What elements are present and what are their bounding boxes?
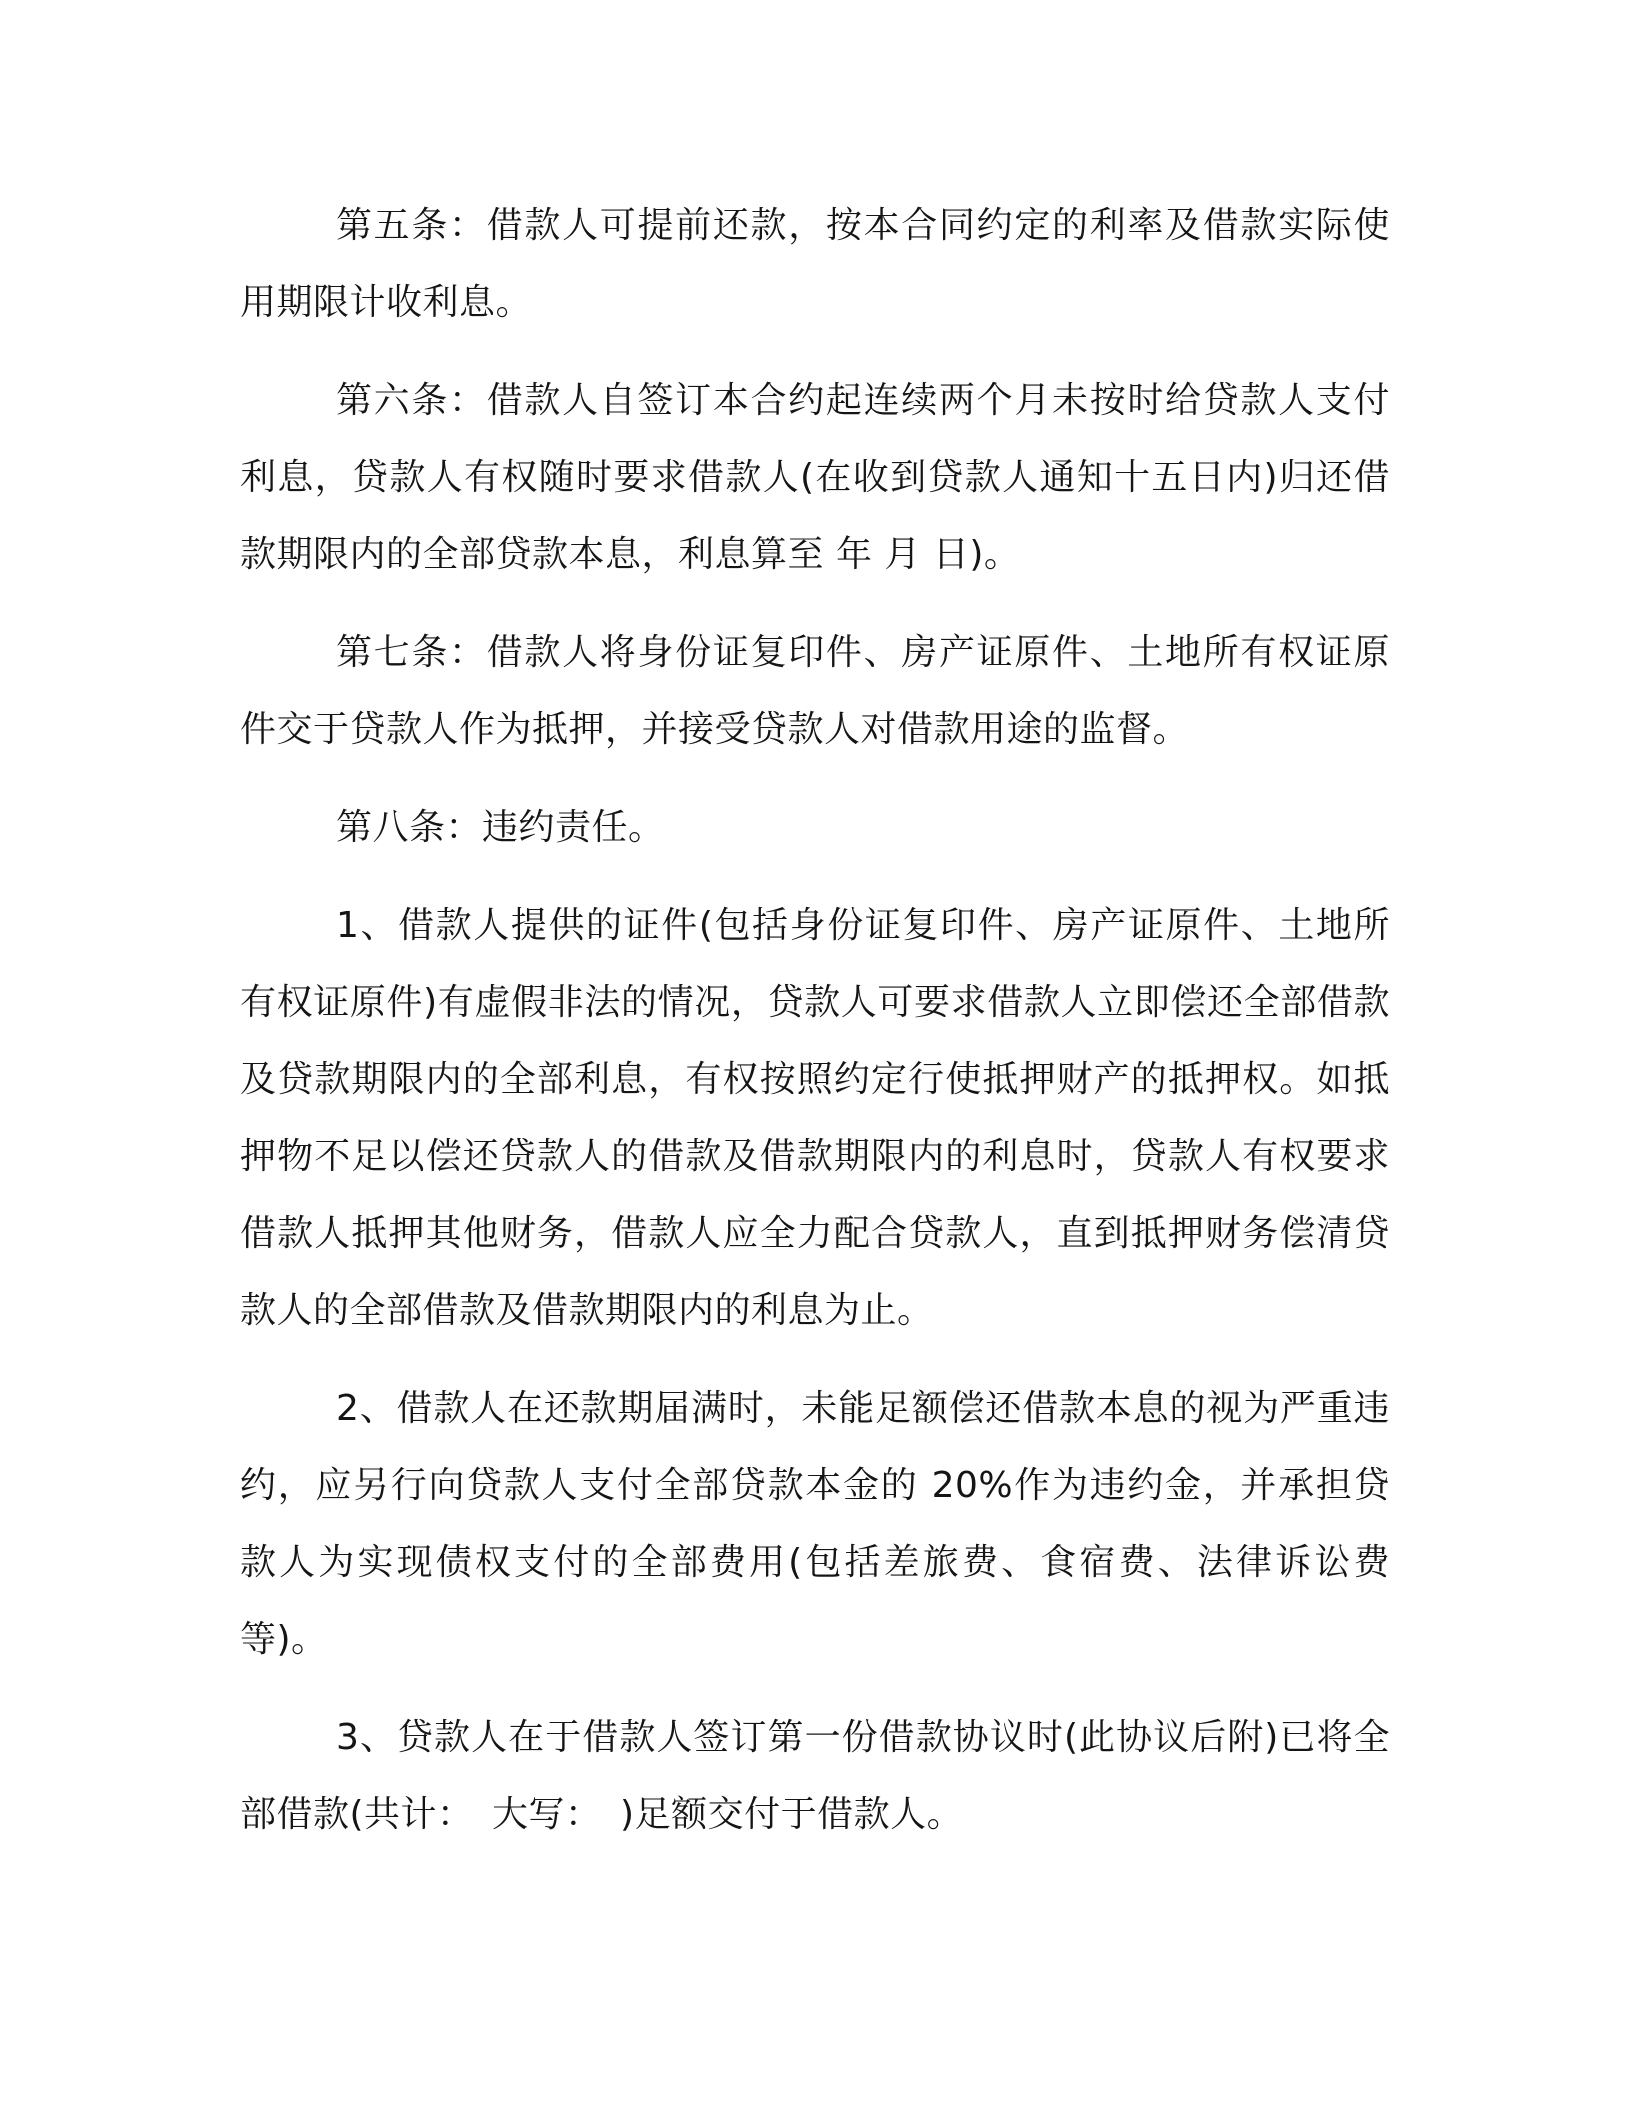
article-6-paragraph: 第六条：借款人自签订本合约起连续两个月未按时给贷款人支付利息，贷款人有权随时要求借款人(在收到贷款人通知十五日内)归还借款期限内的全部贷款本息，利息算至 年 月 日)。	[240, 380, 1390, 575]
article-5-paragraph: 第五条：借款人可提前还款，按本合同约定的利率及借款实际使用期限计收利息。	[240, 205, 1390, 323]
breach-clause-1: 1、借款人提供的证件(包括身份证复印件、房产证原件、土地所有权证原件)有虚假非法的情况，贷款人可要求借款人立即偿还全部借款及贷款期限内的全部利息，有权按照约定行使抵押财产的抵押权。如抵押物不足以偿还贷款人的借款及借款期限内的利息时，贷款人有权要求借款人抵押其他财务，借款人应全力配合贷款人，直到抵押财务偿清贷款人的全部借款及借款期限内的利息为止。	[240, 905, 1390, 1331]
article-7-paragraph: 第七条：借款人将身份证复印件、房产证原件、土地所有权证原件交于贷款人作为抵押，并接受贷款人对借款用途的监督。	[240, 632, 1390, 750]
document-body	[240, 187, 1390, 1853]
breach-clause-2: 2、借款人在还款期届满时，未能足额偿还借款本息的视为严重违约，应另行向贷款人支付全部贷款本金的 20%作为违约金，并承担贷款人为实现债权支付的全部费用(包括差旅费、食宿费、法律诉讼费等)。	[240, 1388, 1390, 1660]
breach-clause-3: 3、贷款人在于借款人签订第一份借款协议时(此协议后附)已将全部借款(共计： 大写： )足额交付于借款人。	[240, 1717, 1390, 1835]
article-8-heading: 第八条：违约责任。	[336, 807, 665, 848]
